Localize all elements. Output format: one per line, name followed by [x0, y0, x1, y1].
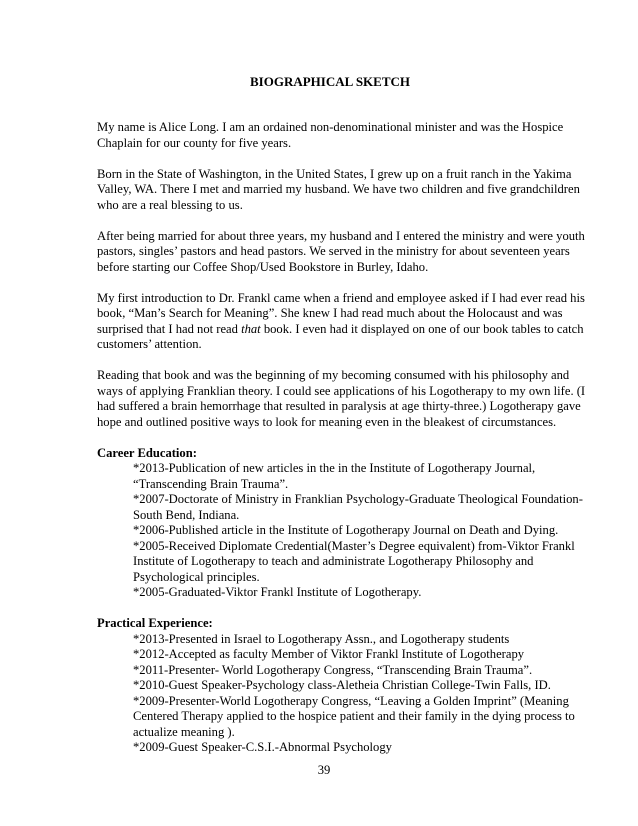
paragraph-intro: My name is Alice Long. I am an ordained non-denominational minister and was the Hospice Chaplain for our county for five years. [97, 120, 564, 150]
paragraph-text: My first introduction to Dr. Frankl came when a friend and employee asked if I had ever read his book, “Man’s Search for Meaning”. She knew I had read much about the Holocaust and was surprised that I had not read [97, 290, 585, 336]
paragraph-text: book. I even had it displayed on one of our book tables to catch customers’ attention. [97, 321, 584, 351]
emphasis-text: that [241, 321, 261, 336]
paragraph-frankl-introduction [97, 291, 587, 353]
practical-experience-heading: Practical Experience: [97, 616, 213, 630]
practical-experience-list [97, 632, 587, 756]
list-item: *2011-Presenter- World Logotherapy Congress, “Transcending Brain Trauma”. [133, 662, 533, 677]
paragraph-logotherapy: Reading that book and was the beginning of my becoming consumed with his philosophy and ways of applying Franklian theory. I could see applications of his Logotherapy to my own life. (I had suffered a brain hemorrhage that resulted in paralysis at age thirty-three.) Logotherapy gave hope and outlined positive ways to look for meaning even in the bleakest of circumstances. [97, 368, 586, 429]
career-education-heading: Career Education: [97, 445, 197, 460]
list-item: *2006-Published article in the Institute of Logotherapy Journal on Death and Dying. [133, 523, 559, 537]
list-item: *2009-Presenter-World Logotherapy Congress, “Leaving a Golden Imprint” (Meaning Centered Therapy applied to the hospice patient and their family in the dying process to actualize meaning ). [133, 693, 575, 739]
list-item: *2009-Guest Speaker-C.S.I.-Abnormal Psychology [133, 740, 392, 754]
list-item: *2005-Graduated-Viktor Frankl Institute of Logotherapy. [133, 585, 422, 599]
list-item: *2012-Accepted as faculty Member of Viktor Frankl Institute of Logotherapy [133, 647, 525, 661]
page-number: 39 [317, 763, 331, 777]
list-item: *2013-Publication of new articles in the in the Institute of Logotherapy Journal, “Transcending Brain Trauma”. [133, 461, 536, 491]
career-education-list [97, 461, 587, 601]
list-item: *2007-Doctorate of Ministry in Franklian Psychology-Graduate Theological Foundation-South Bend, Indiana. [133, 492, 583, 522]
list-item: *2013-Presented in Israel to Logotherapy Assn., and Logotherapy students [133, 631, 510, 646]
document-body [97, 120, 587, 771]
paragraph-ministry: After being married for about three years, my husband and I entered the ministry and were youth pastors, singles’ pastors and head pastors. We served in the ministry for about seventeen years before starting our Coffee Shop/Used Bookstore in Burley, Idaho. [97, 228, 585, 274]
paragraph-background: Born in the State of Washington, in the United States, I grew up on a fruit ranch in the Yakima Valley, WA. There I met and married my husband. We have two children and five grandchildren who are a real blessing to us. [97, 166, 580, 212]
list-item: *2005-Received Diplomate Credential(Master’s Degree equivalent) from-Viktor Frankl Institute of Logotherapy to teach and administrate Logotherapy Philosophy and Psychological principles. [133, 538, 575, 584]
page-title: BIOGRAPHICAL SKETCH [250, 74, 411, 89]
list-item: *2010-Guest Speaker-Psychology class-Aletheia Christian College-Twin Falls, ID. [133, 678, 551, 692]
